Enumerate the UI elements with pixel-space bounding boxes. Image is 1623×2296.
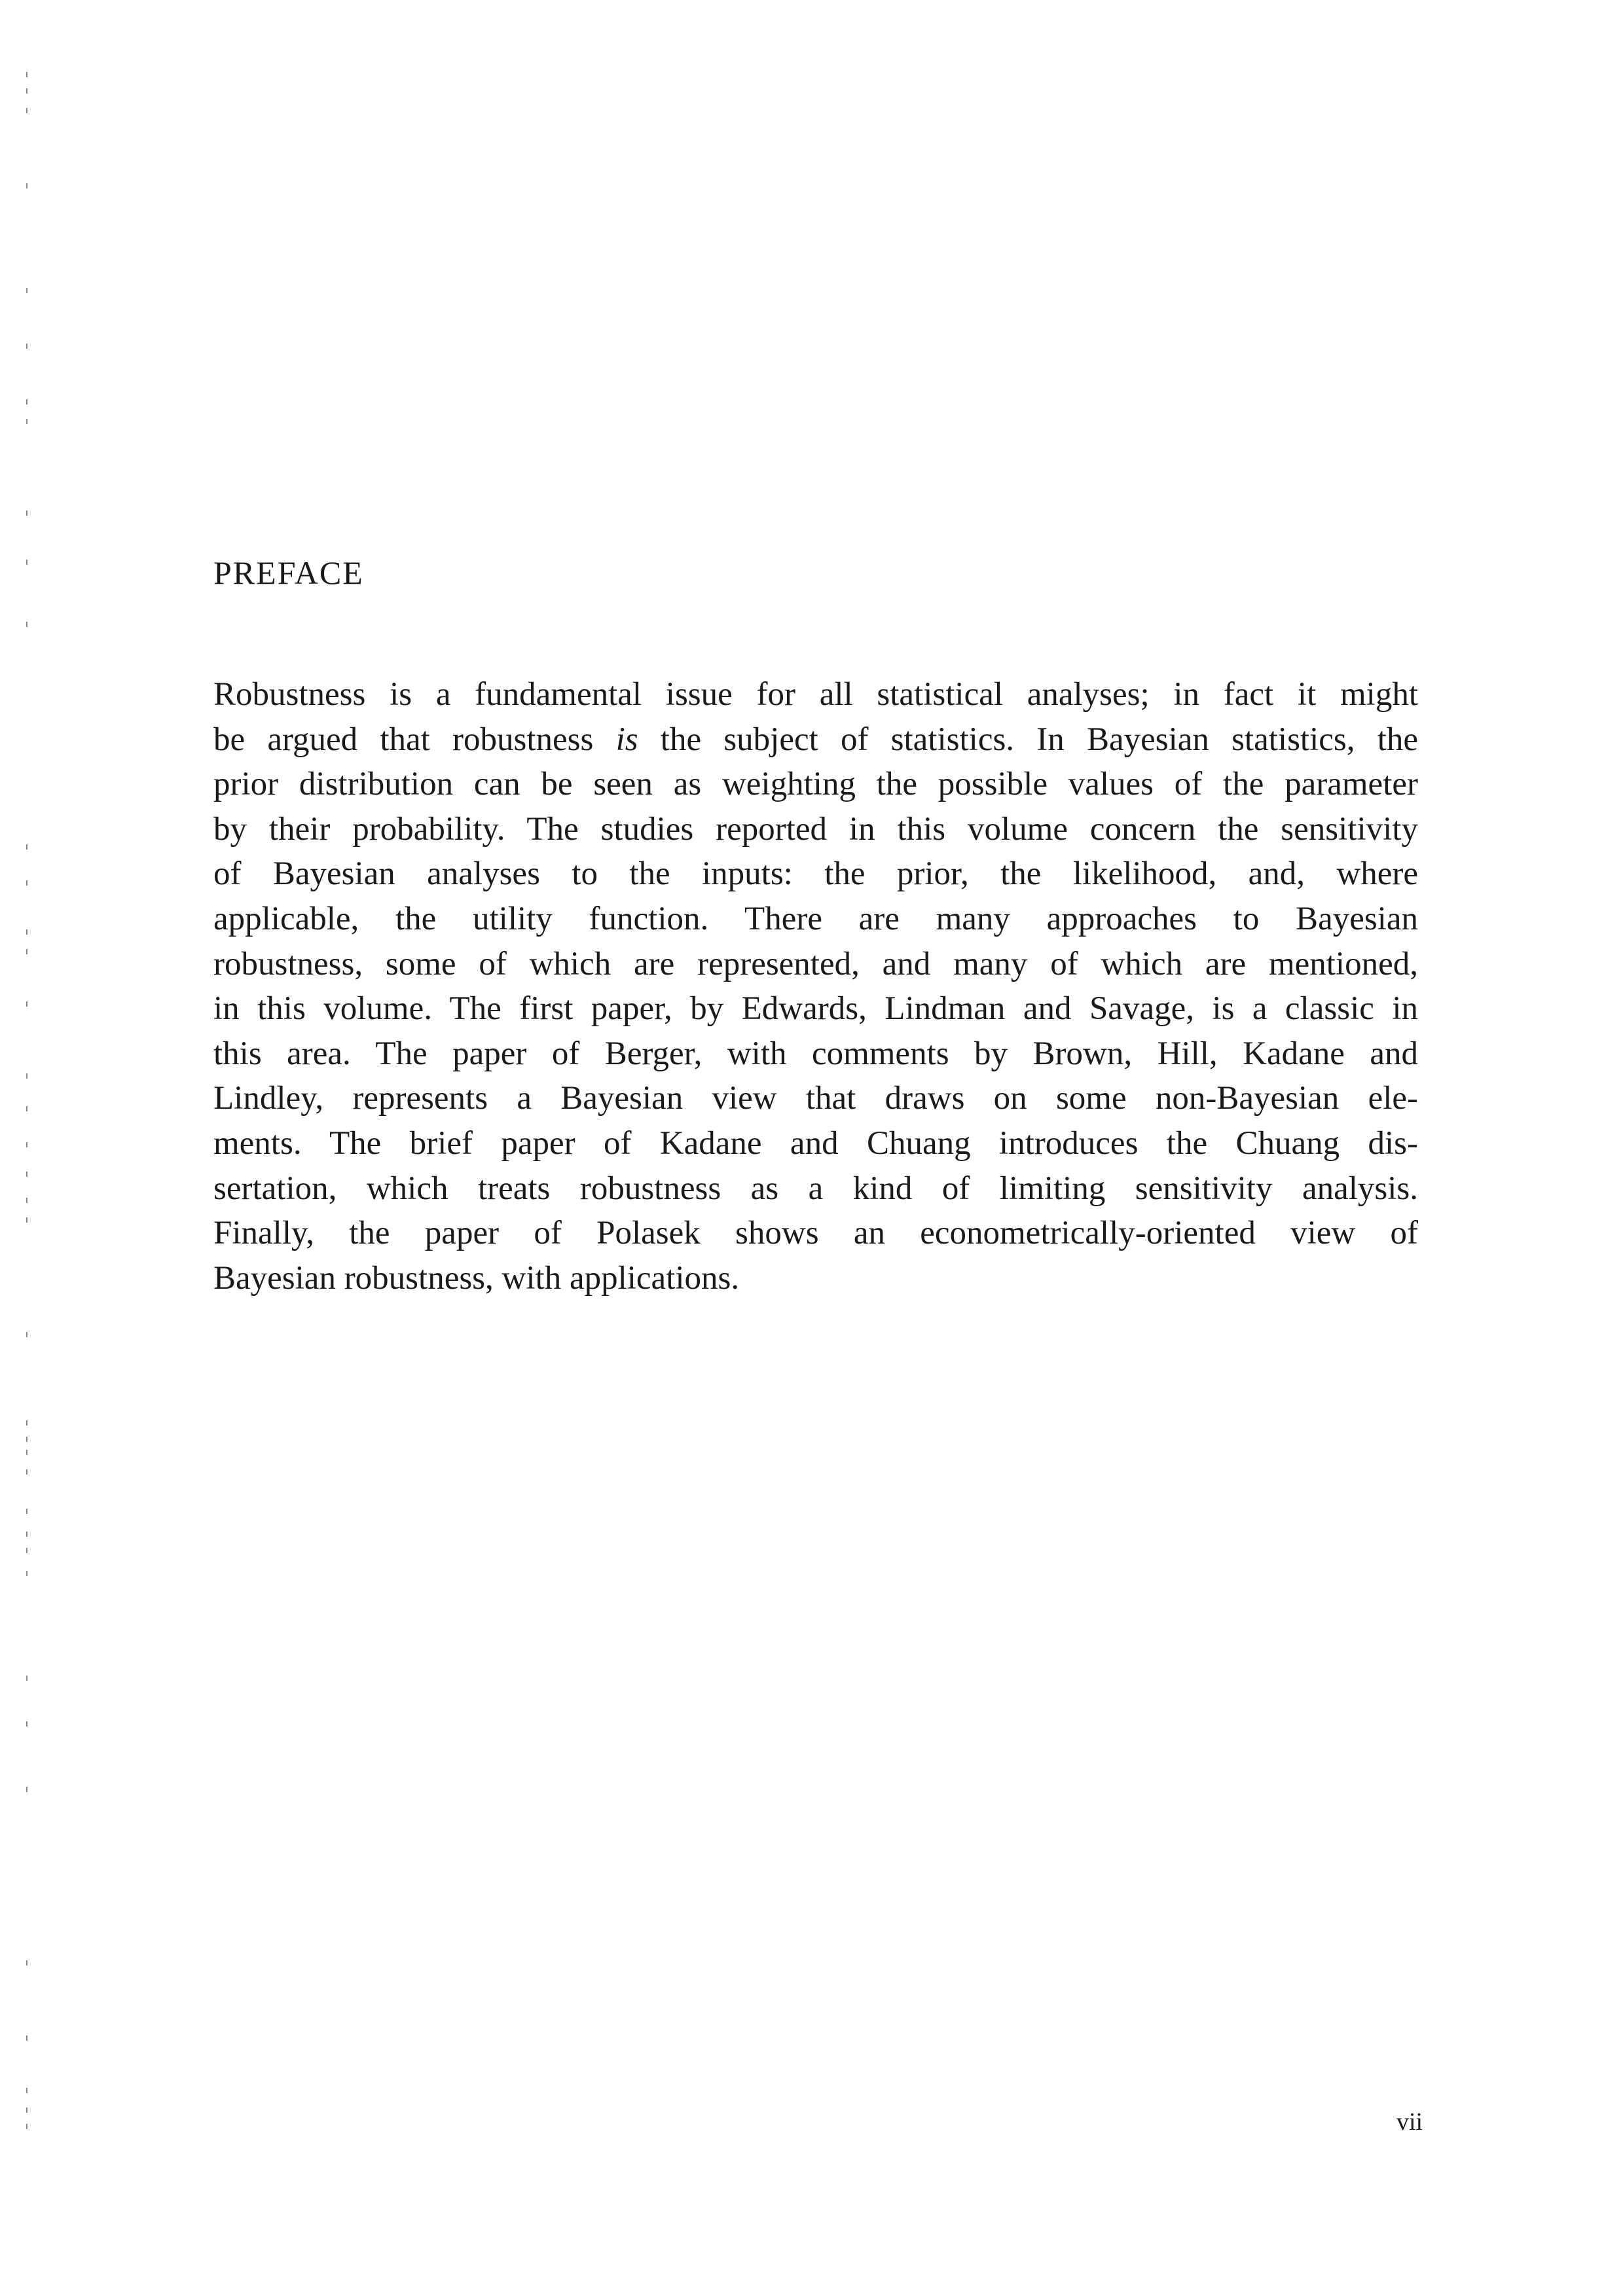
paragraph-line: Bayesian robustness, with applications.: [213, 1259, 740, 1297]
preface-paragraph: [213, 672, 1418, 1300]
paragraph-line: Robustness is a fundamental issue for all statistical analyses; in fact it might: [213, 676, 1418, 713]
paragraph-line: Lindley, represents a Bayesian view that draws on some non-Bayesian ele-: [213, 1080, 1418, 1117]
paragraph-line: of Bayesian analyses to the inputs: the prior, the likelihood, and, where: [213, 855, 1418, 893]
page-heading: PREFACE: [213, 554, 364, 591]
paragraph-line: by their probability. The studies reported in this volume concern the sensitivity: [213, 810, 1418, 848]
line-segment: the subject of statistics. In Bayesian statistics, the: [638, 721, 1418, 758]
paragraph-line: ments. The brief paper of Kadane and Chuang introduces the Chuang dis-: [213, 1124, 1418, 1162]
paragraph-line: in this volume. The first paper, by Edwards, Lindman and Savage, is a classic in: [213, 990, 1418, 1028]
scan-edge-marks: [0, 0, 39, 2296]
paragraph-line: sertation, which treats robustness as a kind of limiting sensitivity analysis.: [213, 1170, 1418, 1207]
italic-emphasis: is: [615, 721, 638, 758]
paragraph-line: Finally, the paper of Polasek shows an econometrically-oriented view of: [213, 1215, 1418, 1252]
paragraph-line: robustness, some of which are represented, and many of which are mentioned,: [213, 945, 1418, 982]
paragraph-line: prior distribution can be seen as weighting the possible values of the parameter: [213, 766, 1418, 803]
line-segment: be argued that robustness: [213, 721, 616, 758]
paragraph-line: applicable, the utility function. There are many approaches to Bayesian: [213, 900, 1418, 937]
paragraph-line: [213, 717, 1418, 762]
page-number: vii: [1396, 2108, 1423, 2136]
paragraph-line: this area. The paper of Berger, with comments by Brown, Hill, Kadane and: [213, 1035, 1418, 1072]
